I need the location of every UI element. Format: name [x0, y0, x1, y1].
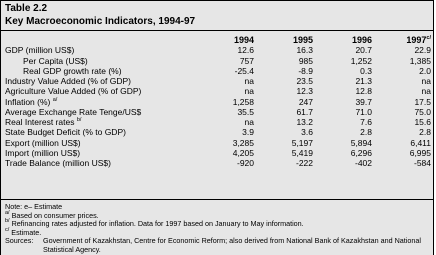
row-value: 23.5 [296, 76, 313, 87]
row-value: 20.7 [355, 45, 372, 56]
column-header-1997-footnote-mark: c/ [426, 35, 431, 42]
table-title: Key Macroeconomic Indicators, 1994-97 [5, 16, 196, 27]
sources-text: Government of Kazakhstan, Centre for Economic Reform; also derived from National Bank of Kazakhstan and National Statistical Agency. [43, 236, 421, 254]
row-label-cell [5, 117, 195, 127]
column-header-1997-text: 1997 [406, 35, 427, 46]
row-value: 39.7 [355, 96, 372, 107]
row-value: 1,252 [350, 55, 372, 66]
notes-section [5, 203, 431, 255]
row-value: na [421, 86, 431, 97]
note-b-mark: b/ [5, 218, 10, 225]
row-value: 5,894 [350, 137, 372, 148]
table-row [5, 138, 431, 148]
row-label: Agriculture Value Added (% of GDP) [5, 86, 142, 97]
table-header [1, 0, 433, 31]
row-value: 13.2 [296, 117, 313, 128]
note-c-text: Estimate. [9, 227, 42, 237]
row-label: Industry Value Added (% of GDP) [5, 76, 131, 87]
note-a-text: Based on consumer prices. [9, 210, 99, 220]
row-value: 985 [298, 55, 313, 66]
column-header-1996: 1996 [351, 35, 372, 46]
note-b-text: Refinancing rates adjusted for inflation. Data for 1997 based on January to May information. [9, 219, 304, 229]
row-value: 3.6 [301, 127, 313, 138]
row-value: -8.9 [298, 65, 313, 76]
table-row [5, 148, 431, 158]
column-header-row [5, 35, 431, 45]
row-value: 5,419 [291, 147, 313, 158]
row-value: -584 [413, 158, 431, 169]
row-label: Real GDP growth rate (%) [23, 65, 122, 76]
row-value: 5,197 [291, 137, 313, 148]
row-value: -222 [295, 158, 313, 169]
row-value: -25.4 [234, 65, 254, 76]
sources-label: Sources: [5, 236, 34, 246]
column-header-1994: 1994 [233, 35, 254, 46]
table-row [5, 66, 431, 76]
row-value: na [244, 86, 254, 97]
row-label: GDP (million US$) [5, 45, 75, 56]
row-value: 0.3 [360, 65, 372, 76]
column-header-1997 [372, 35, 431, 45]
table-number: Table 2.2 [5, 3, 48, 14]
row-value: 12.3 [296, 86, 313, 97]
row-value: 6,995 [409, 147, 431, 158]
row-value: 35.5 [237, 106, 254, 117]
column-header-1995: 1995 [292, 35, 313, 46]
row-value: -920 [236, 158, 254, 169]
table-row [5, 56, 431, 66]
row-value: 2.8 [419, 127, 431, 138]
table-row [5, 97, 431, 107]
row-label: Inflation (%) [5, 96, 51, 107]
row-value: 4,205 [232, 147, 254, 158]
row-value: 757 [239, 55, 254, 66]
indicators-table [5, 35, 431, 168]
row-value: 21.3 [355, 76, 372, 87]
sources [5, 237, 431, 254]
note-b [5, 220, 431, 229]
row-value: 2.0 [419, 65, 431, 76]
row-value: 6,296 [350, 147, 372, 158]
row-value: 6,411 [410, 137, 431, 148]
row-value: 15.6 [414, 117, 431, 128]
row-label: Import (million US$) [5, 147, 81, 158]
notes-divider [1, 199, 433, 200]
row-value: na [244, 117, 254, 128]
row-value: 12.6 [237, 45, 254, 56]
row-value: 247 [298, 96, 313, 107]
row-value: 1,258 [232, 96, 254, 107]
table-row [5, 127, 431, 137]
table-row [5, 86, 431, 96]
table-row [5, 107, 431, 117]
row-value: -402 [354, 158, 372, 169]
row-label: Export (million US$) [5, 137, 81, 148]
table-row [5, 45, 431, 55]
footnote-mark: b/ [76, 117, 82, 124]
row-label: State Budget Deficit (% to GDP) [5, 127, 126, 138]
table-row [5, 76, 431, 86]
row-value: 1,385 [409, 55, 431, 66]
row-label: Trade Balance (million US$) [5, 158, 111, 169]
footnote-mark: a/ [52, 96, 58, 103]
row-value: 16.3 [296, 45, 313, 56]
row-label: Average Exchange Rate Tenge/US$ [5, 106, 142, 117]
row-value: na [244, 76, 254, 87]
row-value: 3.9 [242, 127, 254, 138]
row-value: 12.8 [355, 86, 372, 97]
row-label: Real Interest rates [5, 117, 75, 128]
row-value: 2.8 [360, 127, 372, 138]
row-value: 61.7 [296, 106, 313, 117]
table-row [5, 158, 431, 168]
row-label: Per Capita (US$) [23, 55, 88, 66]
row-label-cell [5, 97, 195, 107]
row-value: 22.9 [414, 45, 431, 56]
note-a-mark: a/ [5, 209, 10, 216]
column-header-blank [5, 35, 195, 45]
row-value: 7.6 [360, 117, 372, 128]
row-value: 75.0 [414, 106, 431, 117]
row-value: na [421, 76, 431, 87]
row-value: 17.5 [414, 96, 431, 107]
table-row [5, 117, 431, 127]
note-estimate: Note: e– Estimate [5, 202, 63, 211]
note-c-mark: c/ [5, 226, 10, 233]
row-value: 3,285 [232, 137, 254, 148]
row-value: 71.0 [355, 106, 372, 117]
